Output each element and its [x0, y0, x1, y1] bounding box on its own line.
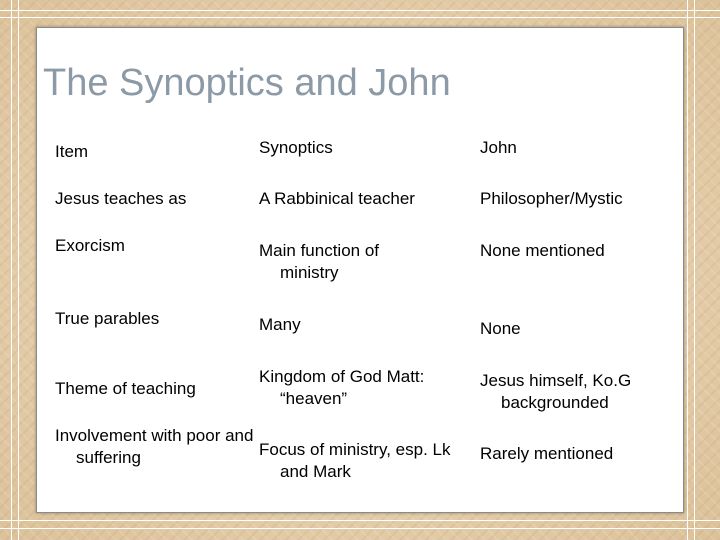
row-5-john: Rarely mentioned: [480, 444, 614, 463]
row-2-item: Exorcism: [55, 236, 125, 255]
row-4-john: Jesus himself, Ko.G backgrounded: [480, 371, 632, 412]
row-1-item: Jesus teaches as: [55, 189, 187, 208]
header-john: John: [480, 138, 517, 157]
row-3-john: None: [480, 319, 521, 338]
row-2-synoptics: Main function of ministry: [259, 241, 380, 282]
header-item: Item: [55, 142, 89, 161]
row-2-john: None mentioned: [480, 241, 605, 260]
row-1-john: Philosopher/Mystic: [480, 189, 623, 208]
row-3-synoptics: Many: [259, 315, 301, 334]
frame-line: [18, 0, 19, 540]
header-synoptics: Synoptics: [259, 138, 333, 157]
frame-line: [11, 0, 12, 540]
row-4-item: Theme of teaching: [55, 379, 196, 398]
row-5-synoptics: Focus of ministry, esp. Lk and Mark: [259, 440, 451, 481]
row-4-synoptics: Kingdom of God Matt: “heaven”: [259, 367, 425, 408]
frame-line: [0, 17, 720, 18]
row-5-item: Involvement with poor and suffering: [55, 426, 254, 467]
frame-line: [687, 0, 688, 540]
frame-line: [694, 0, 695, 540]
frame-line: [0, 528, 720, 529]
row-3-item: True parables: [55, 309, 160, 328]
slide-title: The Synoptics and John: [43, 62, 451, 104]
row-1-synoptics: A Rabbinical teacher: [259, 189, 415, 208]
frame-line: [0, 520, 720, 521]
frame-line: [0, 10, 720, 11]
